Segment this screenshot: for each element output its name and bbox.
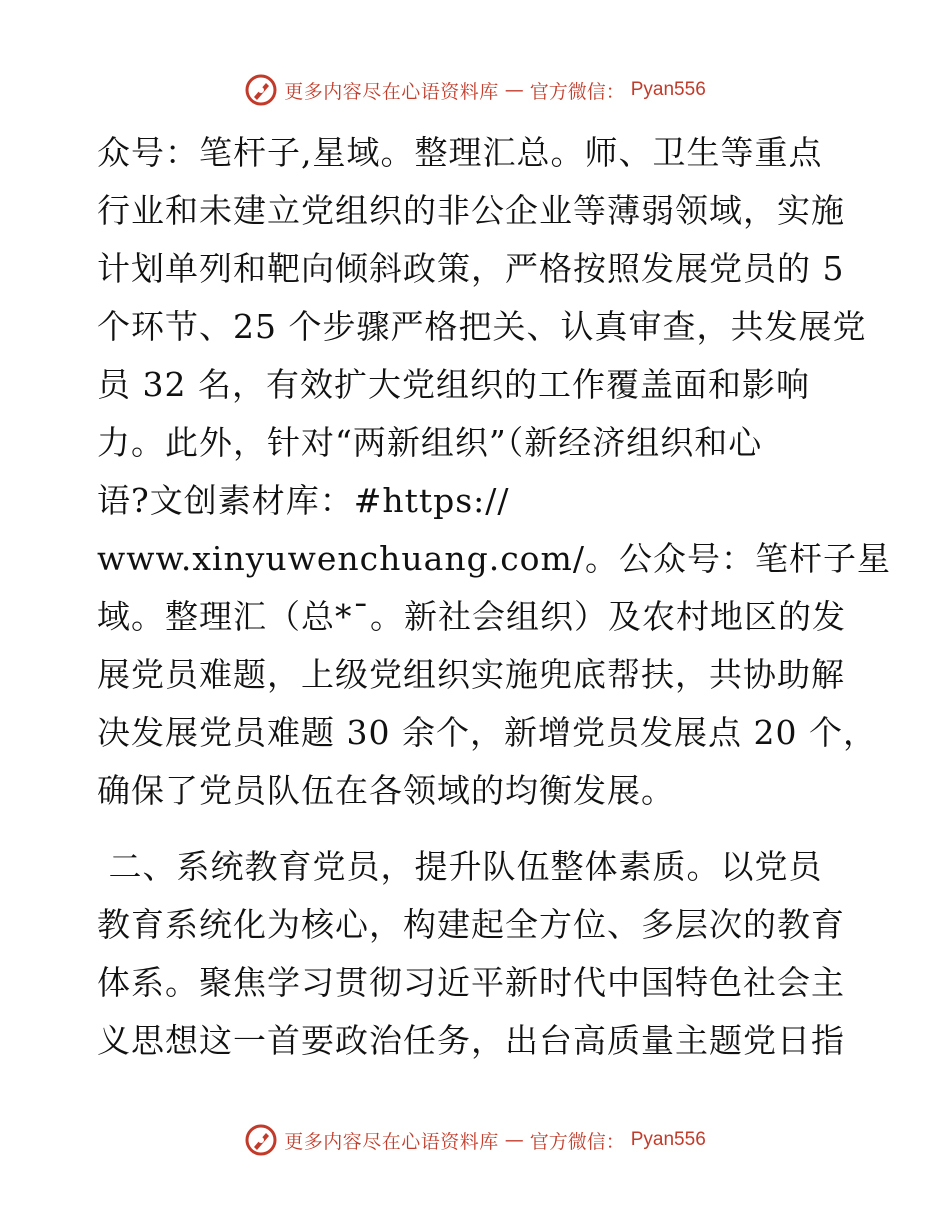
document-body [97,124,891,1070]
text-line: 个环节、25 个步骤严格把关、认真审查，共发展党 [97,307,867,346]
text-line: 员 32 名，有效扩大党组织的工作覆盖面和影响 [97,365,810,404]
wechat-label: 官方微信： [529,80,625,103]
text-line: 展党员难题，上级党组织实施兜底帮扶，共协助解 [97,655,845,694]
text-line: 行业和未建立党组织的非公企业等薄弱领域，实施 [97,191,845,230]
text-line: 体系。聚焦学习贯彻习近平新时代中国特色社会主 [97,963,845,1002]
text-line: 众号：笔杆子,星域。整理汇总。师、卫生等重点 [97,133,823,172]
logo-icon [244,73,278,107]
paragraph-gap [97,820,857,838]
text-line: 义思想这一首要政治任务，出台高质量主题党日指 [97,1021,845,1060]
brand-text: 更多内容尽在心语资料库 [284,80,499,103]
footer-watermark [0,1120,950,1160]
paragraph-1 [97,124,891,820]
text-line: www.xinyuwenchuang.com/。公众号：笔杆子星 [97,539,891,578]
banner-separator: — [504,1129,524,1151]
header-watermark [0,70,950,110]
logo-icon [244,1123,278,1157]
wechat-label: 官方微信： [529,1130,625,1153]
paragraph-2 [97,838,857,1070]
text-line: 确保了党员队伍在各领域的均衡发展。 [97,771,675,810]
text-line: 力。此外，针对“两新组织”（新经济组织和心 [97,423,763,462]
wechat-id: Pyan556 [630,1129,706,1150]
text-line: 教育系统化为核心，构建起全方位、多层次的教育 [97,905,845,944]
text-line: 计划单列和靶向倾斜政策，严格按照发展党员的 5 [97,249,845,288]
text-line: 域。整理汇（总*¯。新社会组织）及农村地区的发 [97,597,846,636]
wechat-id: Pyan556 [630,79,706,100]
text-line: 语?文创素材库：#https:// [97,481,510,520]
brand-text: 更多内容尽在心语资料库 [284,1130,499,1153]
text-line: 决发展党员难题 30 余个，新增党员发展点 20 个， [97,713,877,752]
banner-separator: — [504,79,524,101]
text-line: 二、系统教育党员，提升队伍整体素质。以党员 [97,847,823,886]
